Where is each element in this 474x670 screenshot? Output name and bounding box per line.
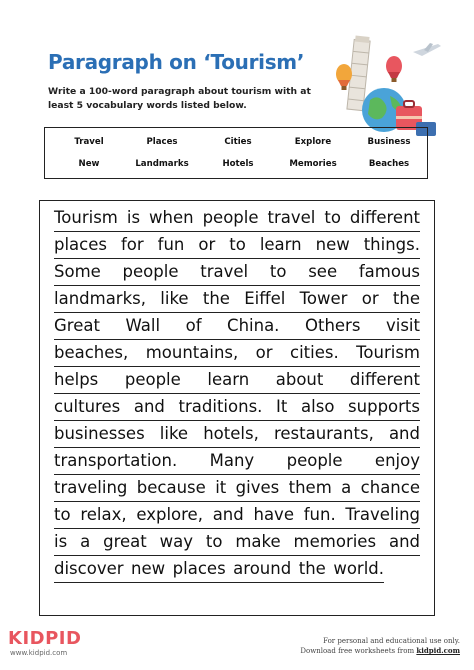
page-title: Paragraph on ‘Tourism’ <box>48 50 305 74</box>
logo-url: www.kidpid.com <box>10 649 68 657</box>
airplane-icon <box>413 43 441 56</box>
paragraph-line: transportation. Many people enjoy <box>54 450 420 475</box>
paragraph-line: beaches, mountains, or cities. Tourism <box>54 342 420 367</box>
vocab-word: Landmarks <box>135 159 189 169</box>
footer-link[interactable]: kidpid.com <box>416 646 460 655</box>
footer-note <box>290 636 460 656</box>
paragraph-line: Tourism is when people travel to different <box>54 207 420 232</box>
vocab-word: Cities <box>224 137 252 147</box>
logo-text: KIDPID <box>8 628 82 649</box>
vocabulary-box <box>44 127 428 179</box>
vocab-word: Explore <box>294 137 332 147</box>
footer-prefix: Download free worksheets from <box>300 647 415 655</box>
vocab-word: Hotels <box>222 159 254 169</box>
vocab-word: Beaches <box>368 159 410 169</box>
tourism-illustration <box>318 30 448 140</box>
vocab-word: Memories <box>289 159 337 169</box>
paragraph-line: places for fun or to learn new things. <box>54 234 420 259</box>
kidpid-logo <box>8 630 81 658</box>
vocab-word: Business <box>367 137 411 147</box>
paragraph-line: businesses like hotels, restaurants, and <box>54 423 420 448</box>
vocab-word: Places <box>146 137 178 147</box>
footer-line-1: For personal and educational use only. <box>323 637 460 645</box>
paragraph-line: Great Wall of China. Others visit <box>54 315 420 340</box>
paragraph-line: landmarks, like the Eiffel Tower or the <box>54 288 420 313</box>
paragraph-line: traveling because it gives them a chance <box>54 477 420 502</box>
paragraph-line: cultures and traditions. It also supports <box>54 396 420 421</box>
paragraph-line: to relax, explore, and have fun. Traveling <box>54 504 420 529</box>
paragraph-line: is a great way to make memories and <box>54 531 420 556</box>
paragraph-line: Some people travel to see famous <box>54 261 420 286</box>
paragraph-line: helps people learn about different <box>54 369 420 394</box>
instructions-text: Write a 100-word paragraph about tourism with at least 5 vocabulary words listed below. <box>48 86 311 111</box>
paragraph-line: discover new places around the world. <box>54 558 384 583</box>
footer-line-2 <box>290 646 460 656</box>
vocab-word: New <box>78 159 100 169</box>
vocab-word: Travel <box>74 137 104 147</box>
hot-air-balloon-icon <box>336 56 402 90</box>
